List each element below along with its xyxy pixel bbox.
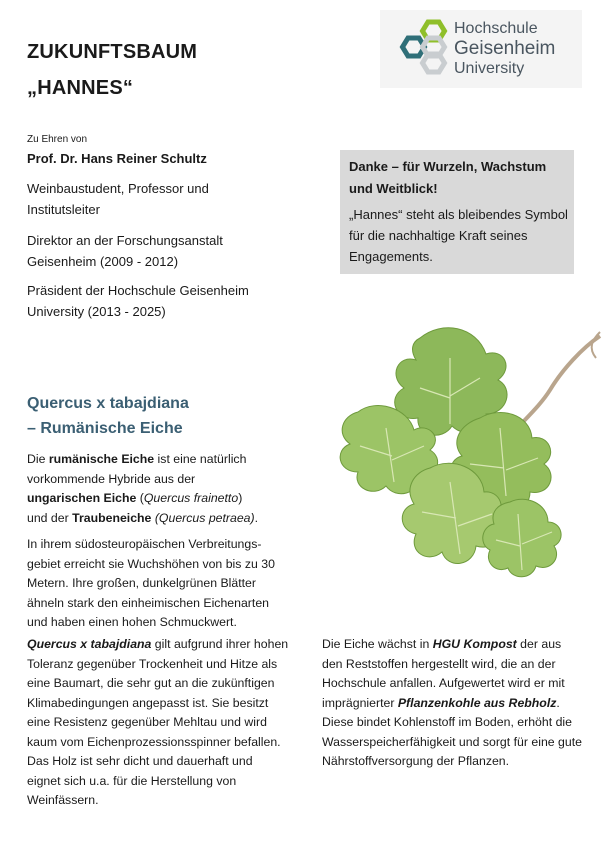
compost-text-3: . Diese bindet Kohlenstoff im Boden, erhöht die Wasserspeicherfähigkeit und sorgt für eine gute Nährstoffversorgung der Pflanzen.: [322, 695, 582, 768]
logo-line-1: Hochschule: [454, 20, 538, 37]
compost-text-2: der aus den Reststoffen hergestellt wird, die an der Hochschule anfallen. Aufgewertet wird er mit imprägnierter: [322, 637, 565, 710]
honoree-name: Prof. Dr. Hans Reiner Schultz: [27, 151, 207, 166]
p1-text-4: ) und der: [27, 491, 243, 525]
p3-text: gilt aufgrund ihrer hohen Toleranz gegenüber Trockenheit und Hitze als eine Baumart, die sehr gut an die zukünftigen Klimabedingungen angepasst ist. Sie besitzt eine Resistenz gegenüber Mehltau und wird kaum vom Eichenprozessionsspinner befallen. Das Holz ist sehr dicht und dauerhaft und eignet sich u.a. für die Herstellung von Weinfässern.: [27, 637, 289, 807]
species-paragraph-3: [27, 635, 289, 811]
p1-bold-3: Traubeneiche: [72, 510, 152, 525]
p1-italic-1: Quercus frainetto: [143, 491, 239, 505]
honoree-role-3: Präsident der Hochschule Geisenheim University (2013 - 2025): [27, 283, 249, 319]
hexagon-logo-icon: [386, 16, 454, 82]
page-title: [27, 34, 197, 106]
species-title-line-2: – Rumänische Eiche: [27, 420, 183, 437]
species-title-line-1: Quercus x tabajdiana: [27, 395, 189, 412]
thanks-body: „Hannes“ steht als bleibendes Symbol für die nachhaltige Kraft seines Engagements.: [349, 207, 568, 264]
p1-text-3: (: [136, 491, 144, 505]
p3-bold-italic: Quercus x tabajdiana: [27, 637, 152, 651]
p1-bold-2: ungarischen Eiche: [27, 491, 137, 505]
p1-text-2: ist eine natürlich vorkommende Hybride aus der: [27, 452, 247, 486]
compost-text-1: Die Eiche wächst in: [322, 637, 433, 651]
title-line-2: „HANNES“: [27, 77, 134, 99]
compost-bold-2: Pflanzenkohle aus Rebholz: [397, 695, 557, 710]
thanks-box: [340, 150, 574, 274]
honoree-role-2: Direktor an der Forschungsanstalt Geisenheim (2009 - 2012): [27, 233, 223, 269]
university-logo: [380, 10, 582, 88]
honor-label: Zu Ehren von: [27, 134, 88, 145]
logo-text: [454, 19, 555, 78]
title-line-1: ZUKUNFTSBAUM: [27, 41, 198, 63]
species-heading: [27, 391, 189, 441]
oak-leaf-illustration: [300, 318, 602, 580]
compost-paragraph: [322, 635, 584, 772]
p1-bold-1: rumänische Eiche: [48, 452, 155, 466]
logo-line-2: Geisenheim: [454, 38, 556, 59]
p1-text-6: .: [254, 510, 259, 525]
compost-bold-1: HGU Kompost: [432, 637, 517, 651]
species-paragraph-2: In ihrem südosteuropäischen Verbreitungsgebiet erreicht sie Wuchshöhen von bis zu 30 Metern. Ihre großen, dunkelgrünen Blätter ähneln stark den einheimischen Eichenarten und haben einen hohen Schmuckwert.: [27, 537, 275, 629]
p1-text-1: Die: [27, 452, 49, 466]
species-paragraph-1: [27, 450, 265, 528]
logo-line-3: University: [454, 60, 525, 77]
honoree-role-1: Weinbaustudent, Professor und Institutsleiter: [27, 181, 209, 217]
thanks-heading: Danke – für Wurzeln, Wachstum und Weitblick!: [349, 159, 547, 196]
p1-italic-2: (Quercus petraea): [154, 510, 255, 525]
